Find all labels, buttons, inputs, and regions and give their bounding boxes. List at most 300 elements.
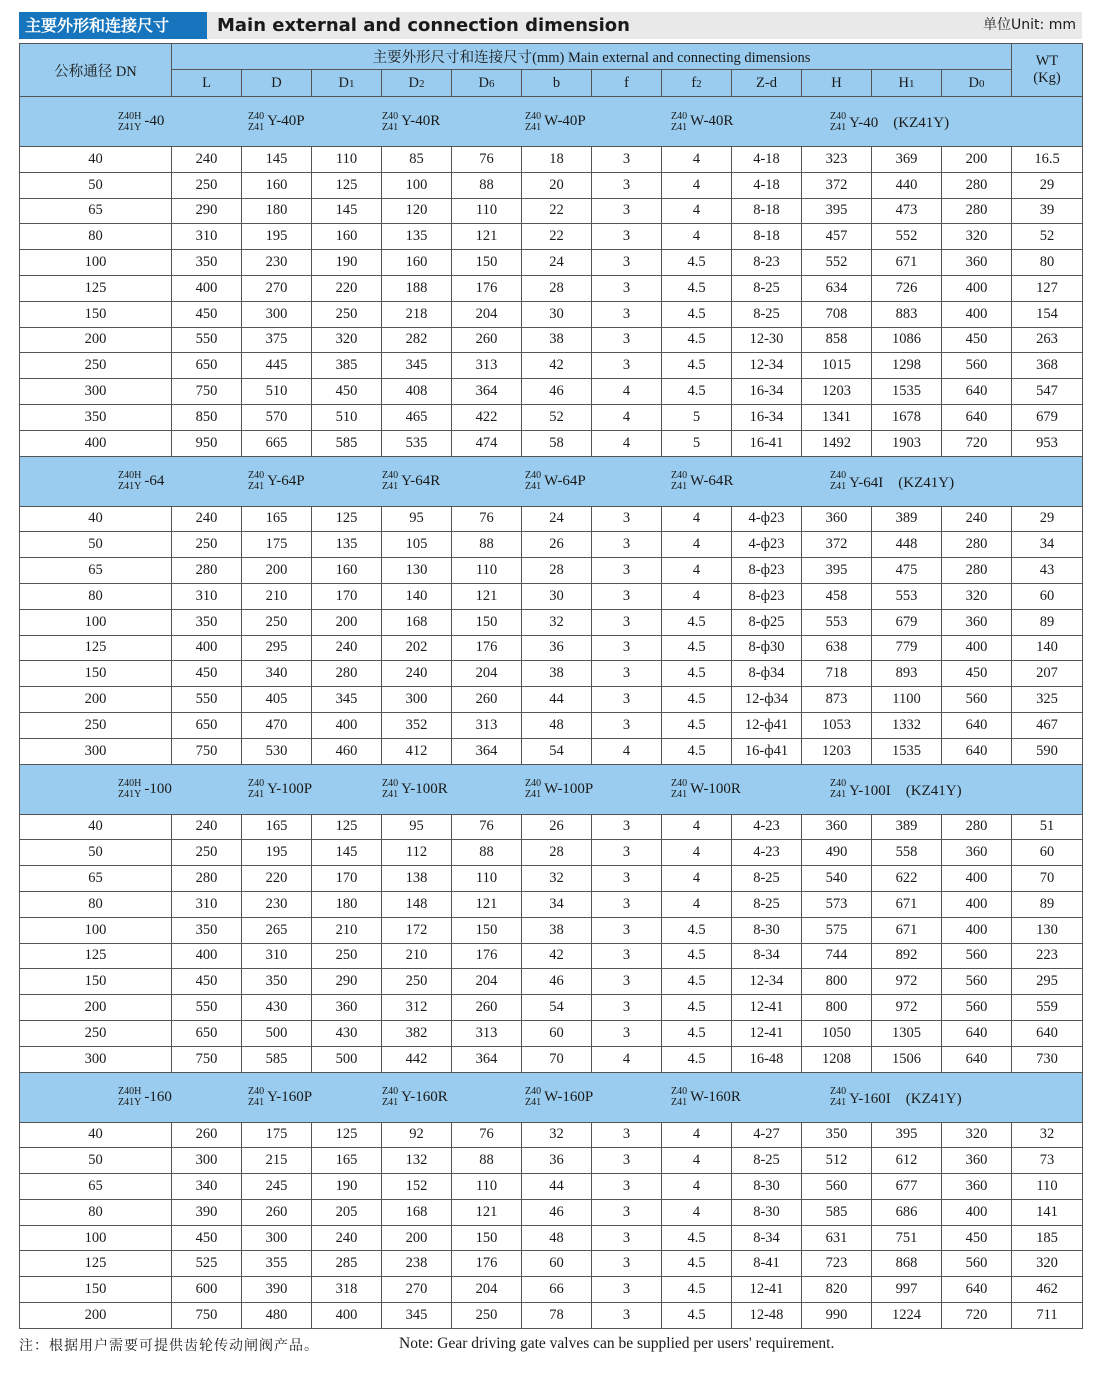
table-cell: 16-48 [732,1046,802,1072]
model-prefix-stack [830,778,846,800]
dn-cell: 40 [20,147,172,173]
model-prefix-bottom: Z41Y [118,481,142,493]
table-row [20,275,1083,301]
table-cell: 385 [312,353,382,379]
model-label [382,765,448,814]
table-cell: 210 [382,943,452,969]
table-cell: 560 [942,1251,1012,1277]
table-cell: 148 [382,891,452,917]
model-prefix-bottom: Z41 [248,789,265,801]
model-prefix-bottom: Z41Y [118,121,142,133]
table-row [20,943,1083,969]
table-cell: 400 [942,866,1012,892]
model-prefix-stack [525,1086,541,1108]
table-cell: 188 [382,275,452,301]
table-cell: 76 [452,506,522,532]
table-cell: 3 [592,558,662,584]
table-cell: 395 [802,558,872,584]
table-cell: 110 [452,866,522,892]
table-cell: 3 [592,814,662,840]
dn-cell: 300 [20,738,172,764]
table-cell: 400 [942,635,1012,661]
group-header-cell [20,456,1083,506]
table-cell: 16-34 [732,379,802,405]
table-cell: 430 [312,1020,382,1046]
model-prefix-stack [525,778,541,800]
column-header [242,70,312,97]
table-row [20,687,1083,713]
table-cell: 3 [592,866,662,892]
table-cell: 368 [1012,353,1083,379]
table-cell: 165 [242,814,312,840]
table-cell: 573 [802,891,872,917]
table-cell: 195 [242,224,312,250]
table-cell: 176 [452,275,522,301]
model-prefix-stack [248,470,264,492]
table-cell: 718 [802,661,872,687]
model-prefix-stack [671,778,687,800]
table-cell: 369 [872,147,942,173]
table-cell: 95 [382,814,452,840]
table-cell: 85 [382,147,452,173]
table-row [20,430,1083,456]
table-cell: 990 [802,1303,872,1329]
table-cell: 280 [172,558,242,584]
table-cell: 552 [802,250,872,276]
table-cell: 170 [312,866,382,892]
table-cell: 711 [1012,1303,1083,1329]
model-prefix-stack [830,470,846,492]
table-cell: 751 [872,1225,942,1251]
table-cell: 345 [382,1303,452,1329]
table-cell: 32 [1012,1122,1083,1148]
table-cell: 4-18 [732,147,802,173]
table-cell: 250 [172,172,242,198]
table-cell: 4 [662,558,732,584]
table-cell: 474 [452,430,522,456]
model-label [248,457,305,506]
table-row [20,1199,1083,1225]
table-cell: 320 [942,224,1012,250]
table-cell: 400 [172,635,242,661]
model-suffix: W-40P [544,113,586,129]
group-header-row [20,1072,1083,1122]
table-cell: 638 [802,635,872,661]
table-row [20,661,1083,687]
table-cell: 12-ф41 [732,712,802,738]
table-cell: 1224 [872,1303,942,1329]
model-prefix-top: Z40 [671,1086,688,1097]
table-cell: 364 [452,738,522,764]
table-cell: 150 [452,609,522,635]
table-cell: 4.5 [662,687,732,713]
table-cell: 8-18 [732,198,802,224]
table-cell: 953 [1012,430,1083,456]
table-cell: 640 [942,1046,1012,1072]
model-label [525,765,593,814]
dimension-table [19,43,1083,1329]
group-header-cell [20,97,1083,147]
table-cell: 4-23 [732,814,802,840]
model-prefix-stack [525,111,541,133]
dn-cell: 150 [20,1277,172,1303]
table-cell: 3 [592,1020,662,1046]
model-label [525,1073,593,1122]
table-row [20,738,1083,764]
table-row [20,866,1083,892]
table-cell: 150 [452,1225,522,1251]
table-cell: 140 [1012,635,1083,661]
dn-cell: 250 [20,712,172,738]
table-cell: 525 [172,1251,242,1277]
model-prefix-bottom: Z41 [248,481,265,493]
table-cell: 4-27 [732,1122,802,1148]
dn-cell: 80 [20,891,172,917]
table-cell: 600 [172,1277,242,1303]
table-cell: 60 [1012,583,1083,609]
table-cell: 200 [312,609,382,635]
model-prefix-bottom: Z41 [671,121,688,133]
table-row [20,301,1083,327]
dn-cell: 50 [20,172,172,198]
table-cell: 28 [522,840,592,866]
table-cell: 29 [1012,506,1083,532]
dimension-table-body [20,97,1083,1329]
model-prefix-top: Z40 [830,778,847,790]
table-cell: 210 [242,583,312,609]
table-cell: 510 [242,379,312,405]
dn-cell: 65 [20,1174,172,1200]
table-cell: 38 [522,917,592,943]
dn-cell: 200 [20,687,172,713]
table-cell: 640 [942,404,1012,430]
table-cell: 46 [522,969,592,995]
table-row [20,1277,1083,1303]
table-cell: 4 [662,532,732,558]
model-prefix-top: Z40 [248,1086,265,1097]
table-cell: 640 [942,1020,1012,1046]
table-cell: 650 [172,353,242,379]
table-row [20,1046,1083,1072]
column-header-subscript: 1 [348,77,355,90]
model-suffix: -64 [144,472,165,489]
table-cell: 30 [522,301,592,327]
table-cell: 260 [172,1122,242,1148]
model-label [118,1073,172,1122]
table-cell: 280 [942,532,1012,558]
model-label [671,457,733,506]
table-cell: 400 [942,275,1012,301]
table-cell: 5 [662,404,732,430]
table-cell: 634 [802,275,872,301]
table-cell: 375 [242,327,312,353]
model-prefix-top: Z40 [830,1086,847,1097]
table-cell: 100 [382,172,452,198]
table-cell: 240 [942,506,1012,532]
table-cell: 8-34 [732,943,802,969]
table-cell: 4 [662,840,732,866]
table-cell: 18 [522,147,592,173]
table-cell: 744 [802,943,872,969]
table-cell: 450 [942,327,1012,353]
table-cell: 467 [1012,712,1083,738]
table-cell: 3 [592,687,662,713]
table-cell: 145 [312,840,382,866]
table-cell: 152 [382,1174,452,1200]
table-cell: 150 [452,250,522,276]
model-prefix-top: Z40H [118,110,142,122]
table-cell: 125 [312,1122,382,1148]
table-cell: 4.5 [662,635,732,661]
dn-cell: 40 [20,814,172,840]
model-prefix-top: Z40H [118,470,142,482]
wt-header-line1: WT [1035,53,1059,69]
table-cell: 530 [242,738,312,764]
table-row [20,172,1083,198]
table-cell: 360 [942,609,1012,635]
table-cell: 300 [172,1148,242,1174]
table-cell: 105 [382,532,452,558]
table-cell: 4.5 [662,943,732,969]
table-cell: 972 [872,969,942,995]
footer-note [19,1335,835,1355]
model-prefix-top: Z40 [671,470,688,482]
table-cell: 560 [942,995,1012,1021]
table-cell: 42 [522,353,592,379]
dn-cell: 80 [20,583,172,609]
table-cell: 320 [1012,1251,1083,1277]
table-cell: 76 [452,814,522,840]
table-cell: 12-41 [732,1277,802,1303]
table-cell: 8-ф34 [732,661,802,687]
table-cell: 202 [382,635,452,661]
table-cell: 44 [522,1174,592,1200]
note-en: Note: Gear driving gate valves can be supplied per users' requirement. [399,1335,835,1352]
column-header-subscript: 2 [696,77,702,90]
model-prefix-stack [525,470,541,492]
table-cell: 450 [312,379,382,405]
model-prefix-top: Z40 [525,778,542,790]
table-cell: 4.5 [662,1303,732,1329]
table-cell: 3 [592,1148,662,1174]
table-cell: 671 [872,250,942,276]
table-row [20,1225,1083,1251]
table-cell: 200 [242,558,312,584]
model-label [830,97,949,146]
table-cell: 3 [592,275,662,301]
column-header [942,70,1012,97]
model-label [382,457,440,506]
table-cell: 972 [872,995,942,1021]
table-cell: 4.5 [662,1225,732,1251]
table-cell: 750 [172,738,242,764]
table-cell: 1492 [802,430,872,456]
table-cell: 110 [452,558,522,584]
table-cell: 170 [312,583,382,609]
table-cell: 575 [802,917,872,943]
table-cell: 4.5 [662,917,732,943]
table-row [20,147,1083,173]
table-cell: 4.5 [662,327,732,353]
table-cell: 442 [382,1046,452,1072]
table-cell: 665 [242,430,312,456]
table-cell: 553 [802,609,872,635]
table-cell: 430 [242,995,312,1021]
table-cell: 462 [1012,1277,1083,1303]
table-cell: 5 [662,430,732,456]
table-cell: 1203 [802,738,872,764]
model-prefix-bottom: Z41Y [118,789,142,801]
table-cell: 457 [802,224,872,250]
table-cell: 400 [942,917,1012,943]
table-cell: 3 [592,224,662,250]
model-suffix: Y-100P [267,780,313,797]
table-cell: 60 [522,1020,592,1046]
table-cell: 720 [942,430,1012,456]
model-suffix: -100 [144,780,172,797]
table-cell: 20 [522,172,592,198]
table-cell: 3 [592,327,662,353]
table-cell: 360 [942,1148,1012,1174]
table-cell: 400 [942,1199,1012,1225]
model-prefix-stack [830,1086,846,1108]
table-cell: 4.5 [662,1277,732,1303]
table-cell: 154 [1012,301,1083,327]
table-cell: 450 [942,661,1012,687]
column-header-main: D [271,74,282,91]
column-header-subscript: 1 [908,77,915,90]
table-cell: 4-23 [732,840,802,866]
table-cell: 60 [1012,840,1083,866]
table-cell: 260 [452,995,522,1021]
table-cell: 612 [872,1148,942,1174]
table-cell: 585 [802,1199,872,1225]
table-row [20,1020,1083,1046]
model-suffix: Y-40R [401,113,441,129]
table-cell: 230 [242,891,312,917]
table-cell: 1341 [802,404,872,430]
table-cell: 4 [592,379,662,405]
table-cell: 560 [942,687,1012,713]
table-cell: 38 [522,327,592,353]
table-cell: 175 [242,532,312,558]
table-cell: 858 [802,327,872,353]
model-label [382,1073,448,1122]
model-prefix-stack [118,778,141,800]
table-cell: 395 [872,1122,942,1148]
table-cell: 215 [242,1148,312,1174]
column-header [452,70,522,97]
table-cell: 28 [522,275,592,301]
table-cell: 622 [872,866,942,892]
table-cell: 76 [452,1122,522,1148]
table-cell: 4 [662,814,732,840]
model-prefix-top: Z40 [830,110,847,122]
table-cell: 1298 [872,353,942,379]
table-cell: 750 [172,1046,242,1072]
table-cell: 1903 [872,430,942,456]
table-cell: 300 [242,1225,312,1251]
dn-cell: 125 [20,275,172,301]
model-suffix: Y-160I (KZ41Y) [849,1090,962,1107]
table-cell: 8-25 [732,275,802,301]
model-prefix-bottom: Z41 [830,481,847,493]
table-row [20,379,1083,405]
table-cell: 38 [522,661,592,687]
table-cell: 671 [872,891,942,917]
model-prefix-top: Z40 [525,470,542,482]
model-prefix-top: Z40 [671,110,688,122]
model-prefix-stack [382,470,398,492]
table-cell: 3 [592,583,662,609]
table-cell: 282 [382,327,452,353]
table-cell: 950 [172,430,242,456]
table-cell: 125 [312,814,382,840]
table-cell: 12-41 [732,995,802,1021]
table-cell: 12-48 [732,1303,802,1329]
table-cell: 360 [942,840,1012,866]
column-header-main: Z-d [756,74,777,91]
table-cell: 723 [802,1251,872,1277]
table-cell: 76 [452,147,522,173]
column-header-main: D [478,74,489,91]
table-cell: 480 [242,1303,312,1329]
table-cell: 325 [1012,687,1083,713]
model-prefix-top: Z40 [248,110,265,122]
model-prefix-top: Z40 [382,778,399,790]
dn-header: 公称通径 DN [20,44,172,97]
table-cell: 110 [312,147,382,173]
table-row [20,609,1083,635]
model-label [118,457,164,506]
table-cell: 750 [172,379,242,405]
dn-cell: 50 [20,532,172,558]
model-suffix: W-100R [690,780,741,797]
model-suffix: Y-160P [267,1088,313,1105]
table-cell: 4-ф23 [732,506,802,532]
table-cell: 127 [1012,275,1083,301]
table-cell: 80 [1012,250,1083,276]
table-cell: 360 [942,250,1012,276]
table-cell: 4.5 [662,301,732,327]
column-header [312,70,382,97]
table-cell: 204 [452,301,522,327]
wt-header-line2: (Kg) [1033,70,1061,86]
table-cell: 78 [522,1303,592,1329]
column-header-subscript: 6 [488,77,495,90]
table-cell: 650 [172,1020,242,1046]
table-cell: 54 [522,738,592,764]
table-cell: 4.5 [662,609,732,635]
table-cell: 460 [312,738,382,764]
table-cell: 160 [312,558,382,584]
model-prefix-bottom: Z41 [382,121,399,133]
table-cell: 3 [592,1251,662,1277]
table-cell: 200 [382,1225,452,1251]
table-cell: 323 [802,147,872,173]
table-cell: 679 [872,609,942,635]
model-prefix-bottom: Z41 [830,789,847,801]
table-cell: 868 [872,1251,942,1277]
model-prefix-stack [118,1086,141,1108]
table-row [20,995,1083,1021]
table-cell: 350 [802,1122,872,1148]
table-cell: 8-ф23 [732,583,802,609]
table-cell: 135 [382,224,452,250]
table-cell: 422 [452,404,522,430]
table-row [20,917,1083,943]
table-cell: 4 [662,147,732,173]
